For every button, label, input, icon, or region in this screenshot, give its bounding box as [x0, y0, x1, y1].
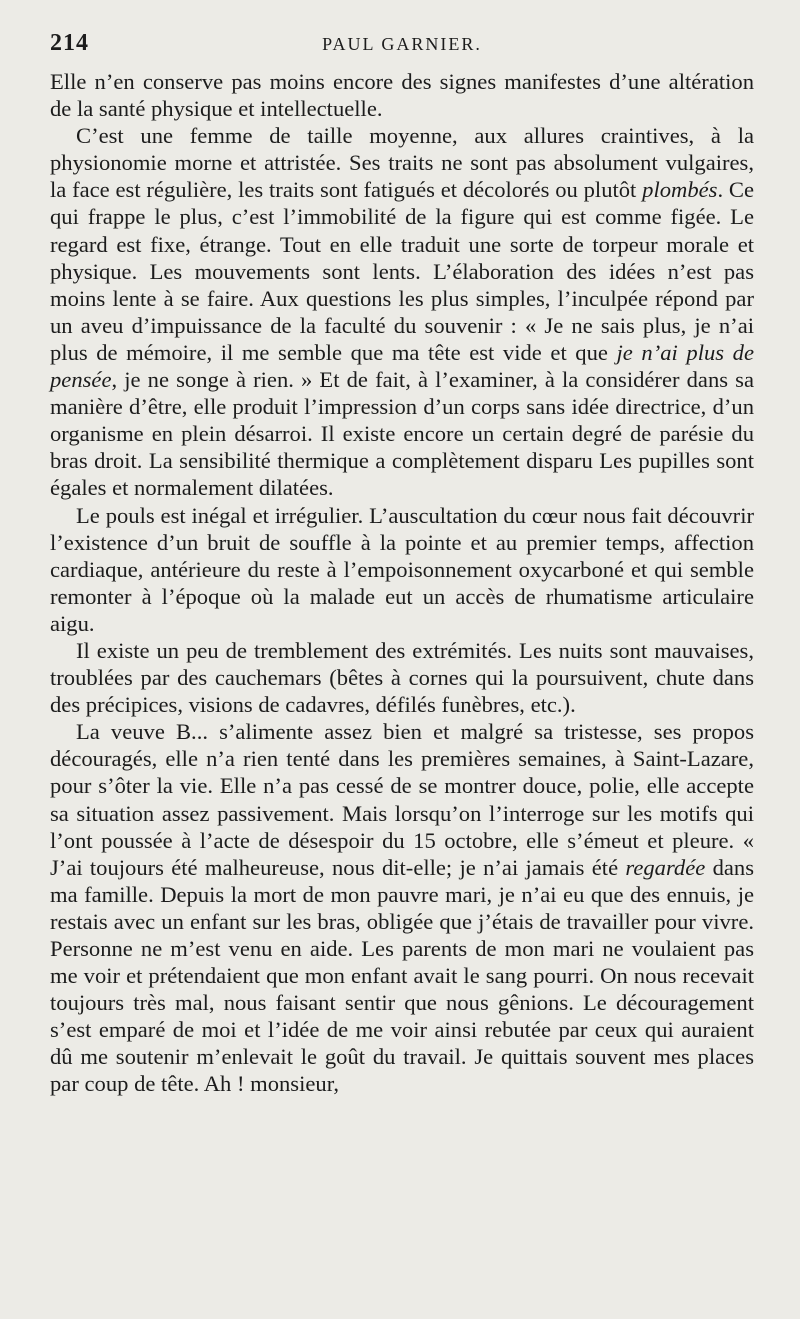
paragraph-text: Elle n’en conserve pas moins encore des signes manifestes d’une altération de la santé physique et intellectuelle.: [50, 69, 754, 122]
paragraph: [50, 68, 754, 122]
running-head: [50, 30, 754, 64]
paragraph-text: La veuve B... s’alimente assez bien et malgré sa tristesse, ses propos découragés, elle n’a rien tenté dans les premières semaines, à Saint-Lazare, pour s’ôter la vie. Elle n’a pas cessé de se montrer douce, polie, elle accepte sa situation assez passivement. Mais lorsqu’on l’interroge sur les motifs qui l’ont poussée à l’acte de désespoir du 15 octobre, elle s’émeut et pleure. « J’ai toujours été malheureuse, nous dit-elle; je n’ai jamais été: [50, 719, 754, 880]
paragraph-text: Le pouls est inégal et irrégulier. L’auscultation du cœur nous fait découvrir l’existence d’un bruit de souffle à la pointe et au premier temps, affection cardiaque, antérieure du reste à l’empoisonnement oxycarboné et qui semble remonter à l’époque où la malade eut un accès de rhumatisme articulaire aigu.: [50, 502, 754, 636]
italic-text: je n’ai plus de pensée: [50, 339, 754, 393]
paragraph-text: , je ne songe à rien. » Et de fait, à l’examiner, à la considérer dans sa manière d’être, elle produit l’impression d’un corps sans idée directrice, d’un organisme en plein désarroi. Il existe encore un certain degré de parésie du bras droit. La sensibilité thermique a complètement disparu Les pupilles sont égales et normalement dilatées.: [50, 367, 754, 501]
paragraph-text: Il existe un peu de tremblement des extrémités. Les nuits sont mauvaises, troublées par des cauchemars (bêtes à cornes qui la poursuivent, chute dans des précipices, visions de cadavres, défilés funèbres, etc.).: [50, 637, 754, 718]
paragraph: [50, 122, 754, 501]
paragraph: [50, 502, 754, 637]
paragraph-text: C’est une femme de taille moyenne, aux allures craintives, à la physionomie morne et attristée. Ses traits ne sont pas absolument vulgaires, la face est régulière, les traits sont fatigués et décolorés ou plutôt: [50, 123, 754, 203]
paragraph: [50, 637, 754, 718]
italic-text: plombés: [642, 177, 718, 203]
paragraph-text: dans ma famille. Depuis la mort de mon pauvre mari, je n’ai eu que des ennuis, je restais avec un enfant sur les bras, obligée que j’étais de travailler pour vivre. Personne ne m’est venu en aide. Les parents de mon mari ne voulaient pas me voir et prétendaient que mon enfant avait le sang pourri. On nous recevait toujours très mal, nous faisant sentir que nous gênions. Le découragement s’est emparé de moi et l’idée de me voir ainsi rebutée par ceux qui auraient dû me soutenir m’enlevait le goût du travail. Je quittais souvent mes places par coup de tête. Ah ! monsieur,: [50, 854, 754, 1097]
italic-text: regardée: [625, 854, 706, 880]
paragraph-text: . Ce qui frappe le plus, c’est l’immobilité de la figure qui est comme figée. Le regard est fixe, étrange. Tout en elle traduit une sorte de torpeur morale et physique. Les mouvements sont lents. L’élaboration des idées n’est pas moins lente à se faire. Aux questions les plus simples, l’inculpée répond par un aveu d’impuissance de la faculté du souvenir : « Je ne sais plus, je n’ai plus de mémoire, il me semble que ma tête est vide et que: [50, 177, 754, 365]
paragraph: [50, 718, 754, 1097]
running-title: PAUL GARNIER.: [322, 34, 482, 54]
body-text: [50, 68, 754, 1098]
page-number: 214: [50, 30, 89, 56]
